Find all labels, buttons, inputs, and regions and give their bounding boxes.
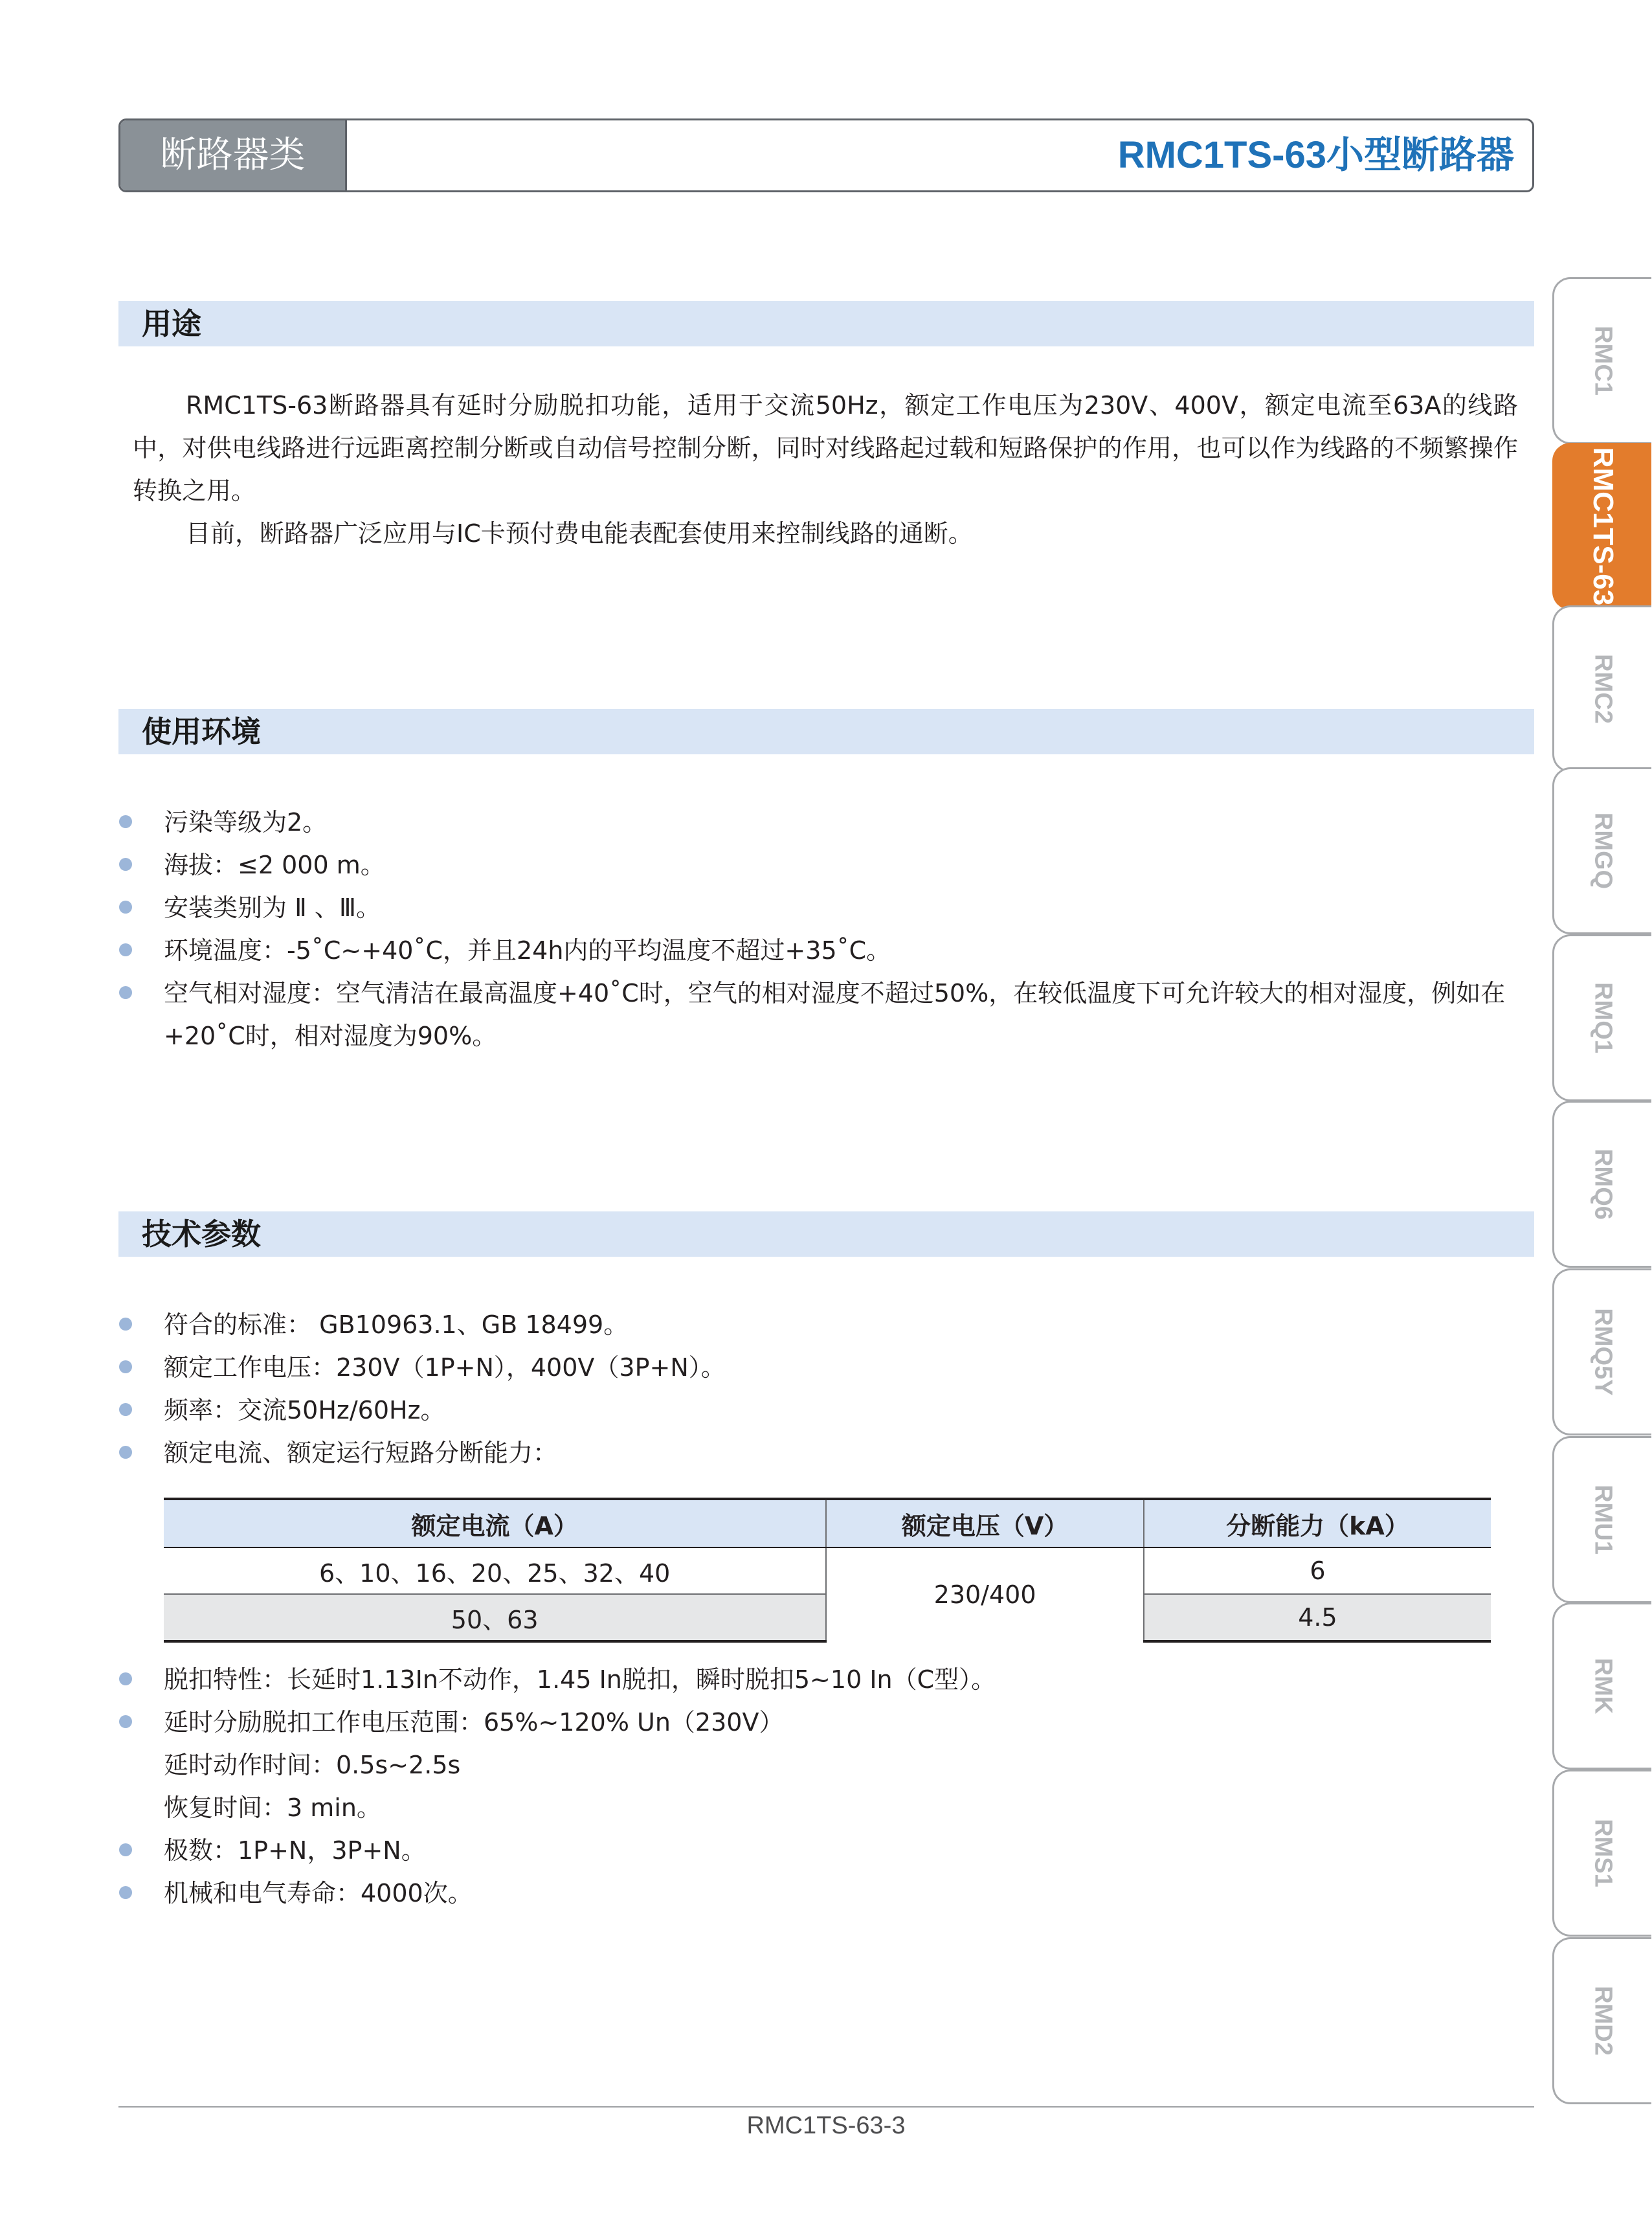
table-cell-current: 6、10、16、20、25、32、40 xyxy=(164,1547,826,1594)
tech-list-bottom xyxy=(117,1658,1508,1915)
side-tab-rmc2[interactable] xyxy=(1552,605,1651,772)
table-header-current: 额定电流（A） xyxy=(164,1499,826,1547)
side-tab-label: RMQ5Y xyxy=(1589,1308,1617,1396)
list-item: 机械和电气寿命：4000次。 xyxy=(117,1872,1508,1915)
table-cell-voltage: 230/400 xyxy=(826,1547,1144,1641)
usage-paragraph-1: RMC1TS-63断路器具有延时分励脱扣功能，适用于交流50Hz，额定工作电压为230V、400V，额定电流至63A的线路中，对供电线路进行远距离控制分断或自动信号控制分断，同时对线路起过载和短路保护的作用，也可以作为线路的不频繁操作转换之用。 xyxy=(133,391,1518,505)
list-item: 安装类别为 Ⅱ 、Ⅲ。 xyxy=(117,886,1508,929)
tech-list-top xyxy=(117,1303,1508,1474)
side-tab-label: RMK xyxy=(1589,1658,1617,1714)
list-item: 频率：交流50Hz/60Hz。 xyxy=(117,1389,1508,1432)
list-item: 空气相对湿度：空气清洁在最高温度+40˚C时，空气的相对湿度不超过50%，在较低温度下可允许较大的相对湿度，例如在+20˚C时，相对湿度为90%。 xyxy=(117,972,1508,1057)
environment-list xyxy=(117,801,1508,1057)
side-tab-label: RMD2 xyxy=(1589,1986,1617,2056)
list-item: 延时动作时间：0.5s~2.5s xyxy=(164,1751,461,1779)
product-title: RMC1TS-63小型断路器 xyxy=(1117,134,1514,176)
usage-paragraph-2: 目前，断路器广泛应用与IC卡预付费电能表配套使用来控制线路的通断。 xyxy=(186,519,973,548)
side-tab-rmq5y[interactable] xyxy=(1552,1268,1651,1435)
side-tab-rmc1ts-63[interactable] xyxy=(1552,443,1651,610)
list-item: 海拔：≤2 000 m。 xyxy=(117,844,1508,886)
footer-divider xyxy=(118,2106,1534,2108)
side-tab-label: RMC2 xyxy=(1589,654,1617,724)
side-tab-rms1[interactable] xyxy=(1552,1770,1651,1937)
side-tab-label: RMQ1 xyxy=(1589,982,1617,1053)
side-tab-rmk[interactable] xyxy=(1552,1602,1651,1770)
category-label: 断路器类 xyxy=(120,120,347,190)
side-tab-label: RMQ6 xyxy=(1589,1149,1617,1220)
page-header xyxy=(118,118,1534,192)
side-tab-label: RMC1TS-63 xyxy=(1587,447,1619,606)
list-item: 污染等级为2。 xyxy=(117,801,1508,844)
table-cell-capacity: 4.5 xyxy=(1144,1594,1491,1641)
side-tab-label: RMC1 xyxy=(1589,326,1617,396)
side-tab-rmgq[interactable] xyxy=(1552,767,1651,934)
table-cell-current: 50、63 xyxy=(164,1594,826,1641)
table-header-capacity: 分断能力（kA） xyxy=(1144,1499,1491,1547)
section-tech-title: 技术参数 xyxy=(142,1217,261,1252)
section-usage-header xyxy=(118,301,1534,346)
table-header-voltage: 额定电压（V） xyxy=(826,1499,1144,1547)
side-tab-rmq1[interactable] xyxy=(1552,934,1651,1101)
side-tab-label: RMS1 xyxy=(1589,1819,1617,1887)
list-item: 恢复时间：3 min。 xyxy=(164,1793,381,1822)
side-tab-label: RMGQ xyxy=(1589,812,1617,890)
table-row xyxy=(164,1547,1491,1594)
page-number: RMC1TS-63-3 xyxy=(746,2112,906,2139)
table-header-row xyxy=(164,1499,1491,1547)
list-item: 符合的标准： GB10963.1、GB 18499。 xyxy=(117,1303,1508,1346)
side-tab-rmd2[interactable] xyxy=(1552,1937,1651,2104)
side-tab-rmc1[interactable] xyxy=(1552,277,1651,444)
section-tech-header xyxy=(118,1211,1534,1257)
list-item: 环境温度：-5˚C~+40˚C，并且24h内的平均温度不超过+35˚C。 xyxy=(117,929,1508,972)
list-item: 额定电流、额定运行短路分断能力： xyxy=(117,1432,1508,1474)
side-tab-rmu1[interactable] xyxy=(1552,1436,1651,1603)
side-tab-label: RMU1 xyxy=(1589,1485,1617,1555)
section-environment-title: 使用环境 xyxy=(142,714,261,749)
section-environment-header xyxy=(118,709,1534,754)
side-tab-rmq6[interactable] xyxy=(1552,1101,1651,1268)
list-item: 脱扣特性：长延时1.13In不动作，1.45 In脱扣，瞬时脱扣5~10 In（C型）。 xyxy=(117,1658,1508,1701)
list-item: 额定工作电压：230V（1P+N），400V（3P+N）。 xyxy=(117,1346,1508,1389)
list-item: 延时分励脱扣工作电压范围：65%~120% Un（230V） xyxy=(117,1701,1508,1744)
list-item: 极数：1P+N，3P+N。 xyxy=(117,1829,1508,1872)
table-cell-capacity: 6 xyxy=(1144,1547,1491,1594)
rating-table xyxy=(164,1498,1491,1643)
section-usage-title: 用途 xyxy=(142,306,201,341)
